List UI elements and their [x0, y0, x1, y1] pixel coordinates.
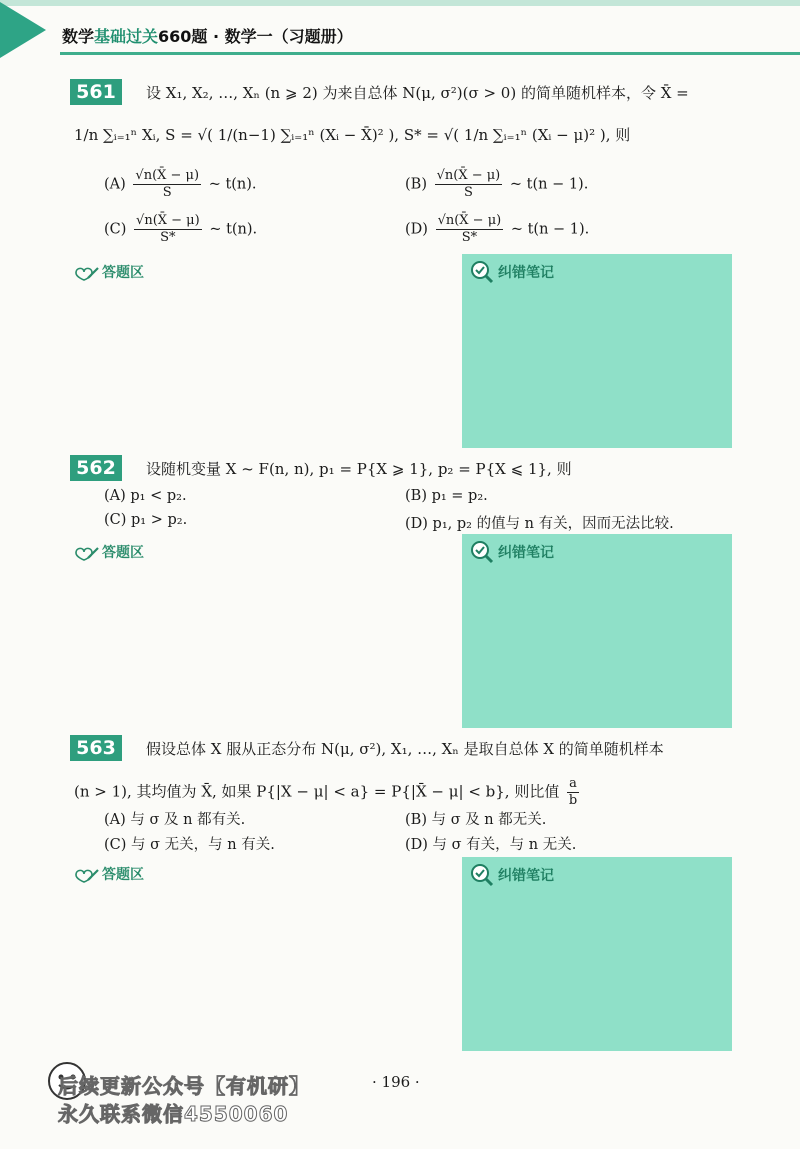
option-561-c[interactable]: [104, 213, 257, 246]
option-label: (C): [104, 221, 127, 238]
notes-header: [470, 260, 554, 284]
ratio-numerator: a: [569, 776, 577, 791]
option-tail: ~ t(n).: [209, 221, 258, 238]
problem-561-line2: 1/n ∑ᵢ₌₁ⁿ Xᵢ, S = √( 1/(n−1) ∑ᵢ₌₁ⁿ (Xᵢ − X̄)² ), S* = √( 1/n ∑ᵢ₌₁ⁿ (Xᵢ − μ)² ), 则: [74, 126, 631, 144]
notes-label: 纠错笔记: [498, 868, 554, 884]
pencil-heart-icon: [74, 545, 100, 561]
problem-563-line2: [74, 776, 582, 809]
notes-box-563[interactable]: [462, 857, 732, 1051]
ratio-denominator: b: [568, 793, 578, 808]
answer-area-label: 答题区: [102, 867, 144, 883]
problem-562-line1: 设随机变量 X ~ F(n, n), p₁ = P{X ⩾ 1}, p₂ = P{X ⩽ 1}, 则: [146, 460, 572, 478]
option-563-d[interactable]: (D) 与 σ 有关，与 n 无关.: [405, 837, 577, 853]
fraction-denominator: S: [463, 185, 473, 200]
header-count: 660题: [158, 27, 208, 46]
fraction: [133, 168, 201, 201]
fraction-denominator: S*: [461, 230, 478, 245]
fraction: [435, 168, 503, 201]
magnifier-check-icon: [470, 260, 494, 284]
watermark-line2: 永久联系微信4550060: [58, 1102, 289, 1126]
fraction-numerator: √n(X̄ − μ): [437, 213, 502, 228]
notes-label: 纠错笔记: [498, 545, 554, 561]
notes-box-561[interactable]: [462, 254, 732, 448]
fraction: [134, 213, 202, 246]
option-561-a[interactable]: [104, 168, 257, 201]
answer-area-561[interactable]: [74, 262, 144, 282]
header-volume: （习题册）: [272, 27, 353, 46]
problem-561-line1: 设 X₁, X₂, …, Xₙ (n ⩾ 2) 为来自总体 N(μ, σ²)(σ > 0) 的简单随机样本，令 X̄ =: [146, 84, 689, 102]
pencil-heart-icon: [74, 867, 100, 883]
answer-area-562[interactable]: [74, 542, 144, 562]
fraction-numerator: √n(X̄ − μ): [136, 213, 200, 228]
notes-label: 纠错笔记: [498, 265, 554, 281]
pencil-heart-icon: [74, 265, 100, 281]
option-tail: ~ t(n − 1).: [510, 221, 590, 238]
option-tail: ~ t(n).: [208, 176, 257, 193]
fraction-denominator: S: [162, 185, 172, 200]
fraction-numerator: √n(X̄ − μ): [135, 168, 200, 183]
header-separator: ·: [207, 27, 225, 46]
problem-number-561: 561: [70, 79, 122, 105]
header-top-strip: [0, 0, 800, 6]
option-563-b[interactable]: (B) 与 σ 及 n 都无关.: [405, 812, 547, 828]
option-label: (D): [405, 221, 428, 238]
magnifier-check-icon: [470, 540, 494, 564]
option-label: (A): [104, 176, 126, 193]
fraction-numerator: √n(X̄ − μ): [436, 168, 501, 183]
notes-header: [470, 863, 554, 887]
header-book: 数学: [62, 27, 95, 46]
header-title: [62, 24, 353, 47]
problem-563-line1: 假设总体 X 服从正态分布 N(μ, σ²), X₁, …, Xₙ 是取自总体 X 的简单随机样本: [146, 740, 664, 758]
header-underline: [60, 52, 800, 55]
option-561-b[interactable]: [405, 168, 588, 201]
watermark-line1: 后续更新公众号【有机研】: [58, 1074, 310, 1098]
problem-number-562: 562: [70, 455, 122, 481]
answer-area-563[interactable]: [74, 864, 144, 884]
fraction-denominator: S*: [160, 230, 176, 245]
fraction: [436, 213, 504, 246]
option-563-c[interactable]: (C) 与 σ 无关，与 n 有关.: [104, 837, 275, 853]
option-label: (B): [405, 176, 427, 193]
option-563-a[interactable]: (A) 与 σ 及 n 都有关.: [104, 812, 246, 828]
notes-header: [470, 540, 554, 564]
option-562-c[interactable]: (C) p₁ > p₂.: [104, 512, 188, 528]
option-562-a[interactable]: (A) p₁ < p₂.: [104, 488, 187, 504]
ratio-fraction: [567, 776, 579, 809]
answer-area-label: 答题区: [102, 265, 144, 281]
option-561-d[interactable]: [405, 213, 589, 246]
header-series: 基础过关: [94, 27, 159, 46]
notes-box-562[interactable]: [462, 534, 732, 728]
answer-area-label: 答题区: [102, 545, 144, 561]
option-562-d[interactable]: (D) p₁, p₂ 的值与 n 有关，因而无法比较.: [405, 516, 674, 532]
problem-563-line2-text: (n > 1), 其均值为 X̄, 如果 P{|X − μ| < a} = P{|X̄ − μ| < b}, 则比值: [74, 782, 560, 801]
header-triangle-decoration: [0, 2, 46, 58]
option-562-b[interactable]: (B) p₁ = p₂.: [405, 488, 488, 504]
option-tail: ~ t(n − 1).: [509, 176, 589, 193]
header-subject: 数学一: [224, 27, 273, 46]
problem-number-563: 563: [70, 735, 122, 761]
magnifier-check-icon: [470, 863, 494, 887]
page-number: · 196 ·: [372, 1073, 420, 1091]
